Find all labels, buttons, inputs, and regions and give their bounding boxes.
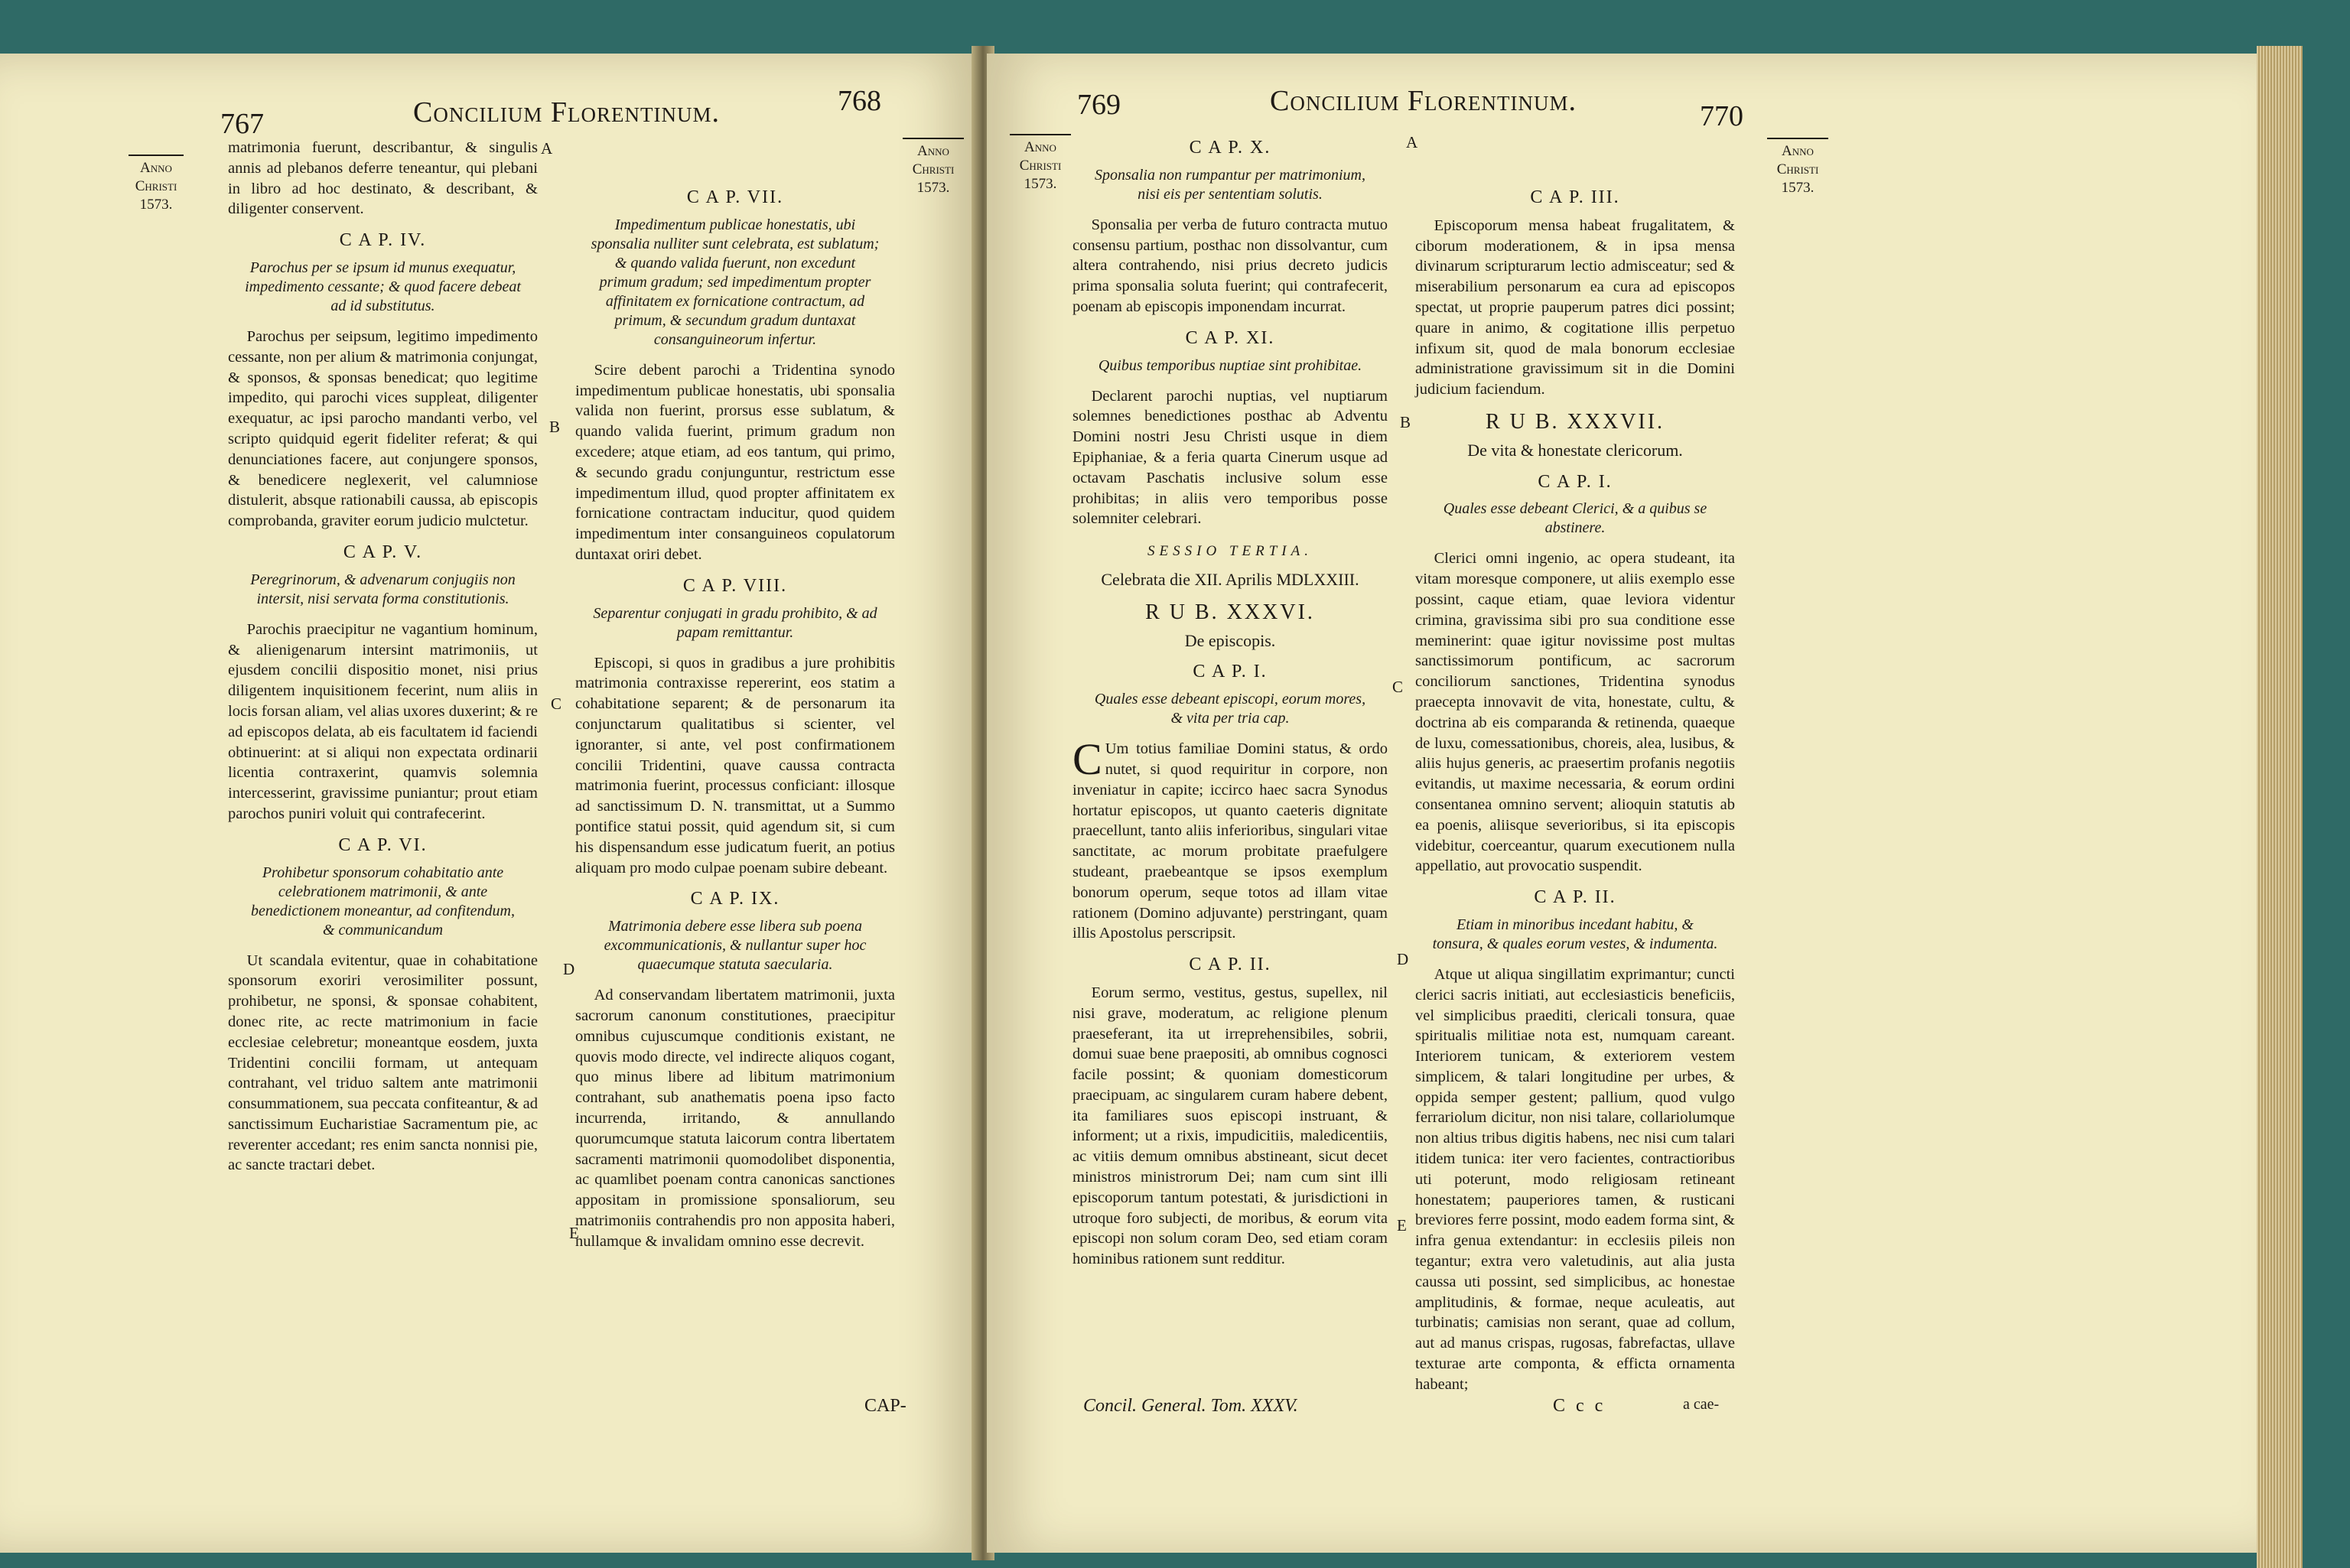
cap-iii-text: Episcoporum mensa habeat frugalitatem, & ciborum moderationem, & in ipsa mensa divinarum scripturarum lectio admisceatur; sed & miserabilium personarum ea cura ad episcopos spectat, ut proprie pauperum patres dici possint; quare in animo, & cogitatione illis perpetuo infixum sit, quod de mala bonorum ecclesiae administratione gravissimum sit in die Domini judicium faciendum. — [1415, 216, 1735, 399]
cap-i-heading: C A P. I. — [1193, 662, 1268, 682]
cap-v-summary: Peregrinorum, & advenarum conjugiis non intersit, nisi servata forma constitutionis. — [250, 571, 516, 607]
cap-viii-summary: Separentur conjugati in gradu prohibito, & ad papam remittantur. — [593, 604, 877, 641]
cap-xi-text: Declarent parochi nuptias, vel nuptiarum solemnes benedictiones posthac ab Adventu Domini nostri Jesu Christi usque in diem Epiphaniae, & a feria quarta Cinerum usque ad octavam Paschatis inclusive solum esse prohibitas; in aliis vero temporibus posse solemniter celebrari. — [1072, 387, 1388, 528]
running-header-right: Concilium Florentinum. — [1270, 85, 1577, 117]
rub-xxxvii-heading: R U B. XXXVII. — [1485, 409, 1665, 434]
clerici-cap-i-text: Clerici omni ingenio, ac opera studeant, ita vitam moresque componere, ut aliis exemplo esse possint, caque etiam, quae leviora videntur crimina, gravissima sibi pro sua conditione esse meminerint: quae igitur novissime post multas sanctissimorum pontificum, ac sacrorum conciliorum sanctiones, Tridentina synodus praecepta innovavit de vita, honestate, cultu, & doctrina ab eis comparanda & retinenda, quaeque de luxu, comessationibus, choreis, alea, lusibus, & aliis hujus generis, ac praesertim profanis negotiis evitandis, ut maxime necessaria, & eorum ordini consentanea omnino servent; alioquin statutis ab ea poenis, aliisque severioribus, si ita episcopis videbitur, coerceantur, quarum executionem nulla appellatio, aut provocatio suspendit. — [1415, 550, 1735, 875]
margin-letter-c-right: C — [1392, 678, 1404, 696]
right-column-2 — [1415, 187, 1735, 1401]
rub-xxxvi-heading: R U B. XXXVI. — [1145, 600, 1315, 624]
page-number-769: 769 — [1077, 89, 1121, 121]
anno-christi-inner-right: Anno Christi 1573. — [1010, 134, 1071, 194]
drop-cap: C — [1072, 734, 1102, 785]
cap-ix-heading: C A P. IX. — [690, 889, 780, 909]
running-header: Concilium Florentinum. — [413, 96, 720, 128]
cap-i-text: Um totius familiae Domini status, & ordo nutet, si quod requiritur in corpore, non inveniatur in capite; iccirco haec sacra Synodus hortatur episcopos, ut quanto caeteris dignitate praecellunt, tanto aliis inferioribus, singulari vitae sanctitate, ac morum probitate praefulgere studeant, praebeantque se ipsos exemplum bonorum operum, seque totos ad illam vitae rationem (Domino adjuvante) perstringant, quam illis Apostolus perscripsit. — [1072, 740, 1388, 942]
cap-viii-text: Episcopi, si quos in gradibus a jure prohibitis matrimonia contraxisse repererint, eos statim a cohabitatione separent; & de personarum ita conjunctarum qualitatibus si scienter, vel ignoranter, si ante, vel post confirmationem concilii Tridentini, quave caussa contracta matrimonia fuerint, processus conficiant: illosque ad sanctissimum D. N. transmittat, ut a Summo pontifice statui possit, quid agendum sit, si cum his dispensandum esse judicatum fuerit, an potius aliquam pro modo culpae poenam subire debeant. — [575, 654, 895, 877]
cap-ix-summary: Matrimonia debere esse libera sub poena excommunicationis, & nullantur super hoc quaecumque statuta saecularia. — [604, 918, 867, 974]
clerici-cap-ii-text: Atque ut aliqua singillatim exprimantur; cuncti clerici sacris initiati, aut ecclesiasticis beneficiis, vel simplicibus praediti, clericali tonsura, quae spiritualis militiae nota est, numquam careant. Interiorem tunicam, & exteriorem vestem simplicem, & talari longitudine per urbes, & oppida semper gestent; pallium, quod vulgo ferrariolum dicitur, non nisi talare, collariolumque non altius tribus digitis habens, nec nisi cum talari itidem tunica: iter vero facientes, contractioribus uti poterunt, modo religiosam retineant honestatem; pauperiores tamen, & rusticani breviores ferre possint, modo eadem forma sint, & infra genua extendantur: in ecclesiis pileis non tegantur; extra vero valetudinis, aut alia justa caussa uti possint, sed simplicibus, ac honestae amplitudinis, & formae, neque aculeatis, aut turbinatis; camisias non serant, quae ad collum, aut ad manus crispas, rugosas, fabrefactas, ullave texturae arte componta, & efficta ornamenta habeant; — [1415, 965, 1735, 1393]
cap-i-summary: Quales esse debeant episcopi, eorum mores, & vita per tria cap. — [1094, 691, 1366, 727]
cap-iii-heading: C A P. III. — [1530, 187, 1620, 207]
cap-vii-text: Scire debent parochi a Tridentina synodo impedimentum publicae honestatis, ubi sponsalia valida non fuerint, prorsus esse sublatum, & quando valida fuerint, primum gradum non excedere; atque etiam, ad eos tantum, qui primo, & secundo gradu conjunguntur, restrictum esse impedimentum illud, quod propter affinitatem ex fornicatione contractam inducitur, quod quidem impedimentum inter consanguineos copulatorum duntaxat oriri debet. — [575, 361, 895, 563]
footer-volume: Concil. General. Tom. XXXV. — [1083, 1396, 1298, 1416]
cap-ii-text: Eorum sermo, vestitus, gestus, supellex, nil nisi grave, moderatum, ac religione plenum praeseferant, ita ut irreprehensibiles, sobrii, domui suae bene praepositi, ab omnibus cognosci facile possint; & quoniam domesticorum praecipuam, ac singularem curam habere debent, ita familiares suos episcopi instruant, & informent; ut a rixis, impudicitiis, maledicentiis, ac vitiis demum omnibus abstineant, sicut decet ministros ministrorum Dei; nam cum sint illi episcoporum tantum potestati, & jurisdictioni in utroque foro subjecti, de moribus, & eorum vita episcopi non solum coram Deo, sed etiam coram hominibus rationem sunt redditur. — [1072, 984, 1388, 1268]
rub-xxxvi-title: De episcopis. — [1184, 630, 1276, 650]
cap-vi-heading: C A P. VI. — [338, 834, 428, 855]
cap-x-heading: C A P. X. — [1189, 138, 1271, 158]
margin-letter-d-right: D — [1397, 950, 1409, 968]
anno-christi-outer-right: Anno Christi 1573. — [1767, 138, 1828, 197]
page-number-767: 767 — [220, 108, 264, 140]
cap-vi-summary: Prohibetur sponsorum cohabitatio ante celebrationem matrimonii, & ante benedictionem moneantur, ad confitendum, & communicandum — [251, 864, 515, 939]
cap-x-text: Sponsalia per verba de futuro contracta mutuo consensu partium, posthac non dissolvantur, cum altera contrahendo, nisi prius decreto judicis prima sponsalia soluta fuerint; qui contrafecerit, poenam ab episcopis imponendam incurrat. — [1072, 216, 1388, 315]
cap-i-text-block — [1072, 734, 1388, 944]
left-column-1 — [228, 138, 538, 1182]
anno-christi-left: Anno Christi 1573. — [129, 155, 184, 214]
margin-letter-a-right: A — [1406, 133, 1418, 151]
anno-christi-inner: Anno Christi 1573. — [903, 138, 964, 197]
cap-iv-summary: Parochus per se ipsum id munus exequatur, impedimento cessante; & quod facere debeat ad id substitutus. — [245, 259, 521, 314]
catchword-right: a cae- — [1683, 1396, 1720, 1413]
page-number-770: 770 — [1700, 100, 1743, 132]
clerici-cap-i-summary: Quales esse debeant Clerici, & a quibus se abstinere. — [1443, 500, 1707, 537]
margin-letter-e: E — [569, 1224, 579, 1242]
right-page — [987, 54, 2257, 1553]
signature-mark: C c c — [1553, 1396, 1606, 1416]
page-edges — [2257, 46, 2303, 1568]
celebrata-date: Celebrata die XII. Aprilis MDLXXIII. — [1101, 569, 1359, 589]
cap-xi-summary: Quibus temporibus nuptiae sint prohibitae. — [1098, 356, 1362, 374]
cap-iv-text: Parochus per seipsum, legitimo impedimento cessante, non per alium & matrimonia conjungat, & sponsos, & sponsas benedicat; quo legitime impedito, qui parochi vices suppleat, diligenter exequatur, ac ipsi parocho mandanti verbo, vel scripto quidquid egerit fideliter referat; & qui denunciationes facere, aut conjungere sponsos, & benedicere neglexerit, vel calumniose distulerit, absque rationabili caussa, ab episcopis comprobanda, graviter eorum judicio mulctetur. — [228, 327, 538, 530]
cap-x-summary: Sponsalia non rumpantur per matrimonium, nisi eis per sententiam solutis. — [1095, 166, 1365, 203]
margin-letter-b: B — [549, 418, 561, 436]
right-column-1 — [1072, 138, 1388, 1276]
margin-letter-e-right: E — [1397, 1216, 1407, 1235]
margin-letter-b-right: B — [1400, 413, 1411, 431]
margin-letter-c: C — [551, 695, 562, 713]
cap-ix-text: Ad conservandam libertatem matrimonii, juxta sacrorum canonum constitutiones, praecipitur omnibus cujuscumque conditionis existant, ne quovis modo directe, vel indirecte aliquos cogant, quo minus libere ad libitum matrimonium contrahant, sub anathematis poena ipso facto incurrenda, irritando, & annullando quorumcumque statuta laicorum contra libertatem sacramenti matrimonii quomodolibet disponentia, ac quamlibet poenam contra canonicas sanctiones appositam in promissione sponsaliorum, seu matrimoniis contrahendis pro non apposita haberi, nullamque & invalidam omnino esse decrevit. — [575, 987, 895, 1250]
session-heading: SESSIO TERTIA. — [1147, 543, 1313, 560]
continuation-text: matrimonia fuerunt, describantur, & singulis annis ad plebanos deferre teneantur, qui plebani in libro ad hoc destinato, & describant, & diligenter conservent. — [228, 139, 538, 218]
cap-vii-summary: Impedimentum publicae honestatis, ubi sponsalia nulliter sunt celebrata, est sublatum; & quando valida fuerunt, non excedunt primum gradum; sed impedimentum propter affinitatem ex fornicatione contractum, ad primum, & secundum gradum duntaxat consanguineorum infertur. — [591, 216, 880, 348]
page-number-768: 768 — [838, 85, 881, 117]
cap-vi-text: Ut scandala evitentur, quae in cohabitatione sponsorum exoriri verosimiliter possunt, prohibetur, ne sponsi, & sponsae cohabitent, donec rite, ac recte matrimonium in facie ecclesiae celebretur; moneantque eosdem, juxta Tridentini concilii formam, ut antequam contrahant, vel triduo saltem ante matrimonii consummationem, sua peccata confiteantur, & ad sanctissimum Eucharistiae Sacramentum pie, ac reverenter accedant; res enim sancta nonnisi pie, ac sancte tractari debet. — [228, 952, 538, 1174]
clerici-cap-ii-summary: Etiam in minoribus incedant habitu, & tonsura, & quales eorum vestes, & indumenta. — [1432, 916, 1718, 952]
cap-xi-heading: C A P. XI. — [1185, 327, 1275, 348]
cap-ii-heading: C A P. II. — [1189, 955, 1271, 975]
clerici-cap-ii-heading: C A P. II. — [1534, 887, 1616, 908]
rub-xxxvii-title: De vita & honestate clericorum. — [1467, 440, 1683, 460]
cap-vii-heading: C A P. VII. — [686, 187, 784, 207]
left-column-2 — [575, 187, 895, 1257]
margin-letter-a: A — [541, 139, 553, 158]
cap-v-text: Parochis praecipitur ne vagantium hominum, & alienigenarum intersint matrimoniis, ut ejusdem concilii dispositio monet, nisi prius diligentem inquisitionem fecerint, num aliis in locis forsan aliam, vel alias uxores duxerint; & re ad episcopos delata, ab eis facultatem id faciendi obtinuerint: at si aliqui non expectata ordinarii licentia contraxerint, quamvis solemnia intercesserint, gravissime puniantur; prout etiam parochos puniri voluit qui contrafecerint. — [228, 620, 538, 822]
cap-iv-heading: C A P. IV. — [339, 230, 427, 251]
margin-letter-d: D — [563, 960, 575, 978]
cap-viii-heading: C A P. VIII. — [682, 575, 788, 596]
catchword-left: CAP- — [864, 1396, 906, 1416]
left-page — [0, 54, 978, 1553]
cap-v-heading: C A P. V. — [343, 542, 423, 562]
clerici-cap-i-heading: C A P. I. — [1538, 471, 1613, 492]
